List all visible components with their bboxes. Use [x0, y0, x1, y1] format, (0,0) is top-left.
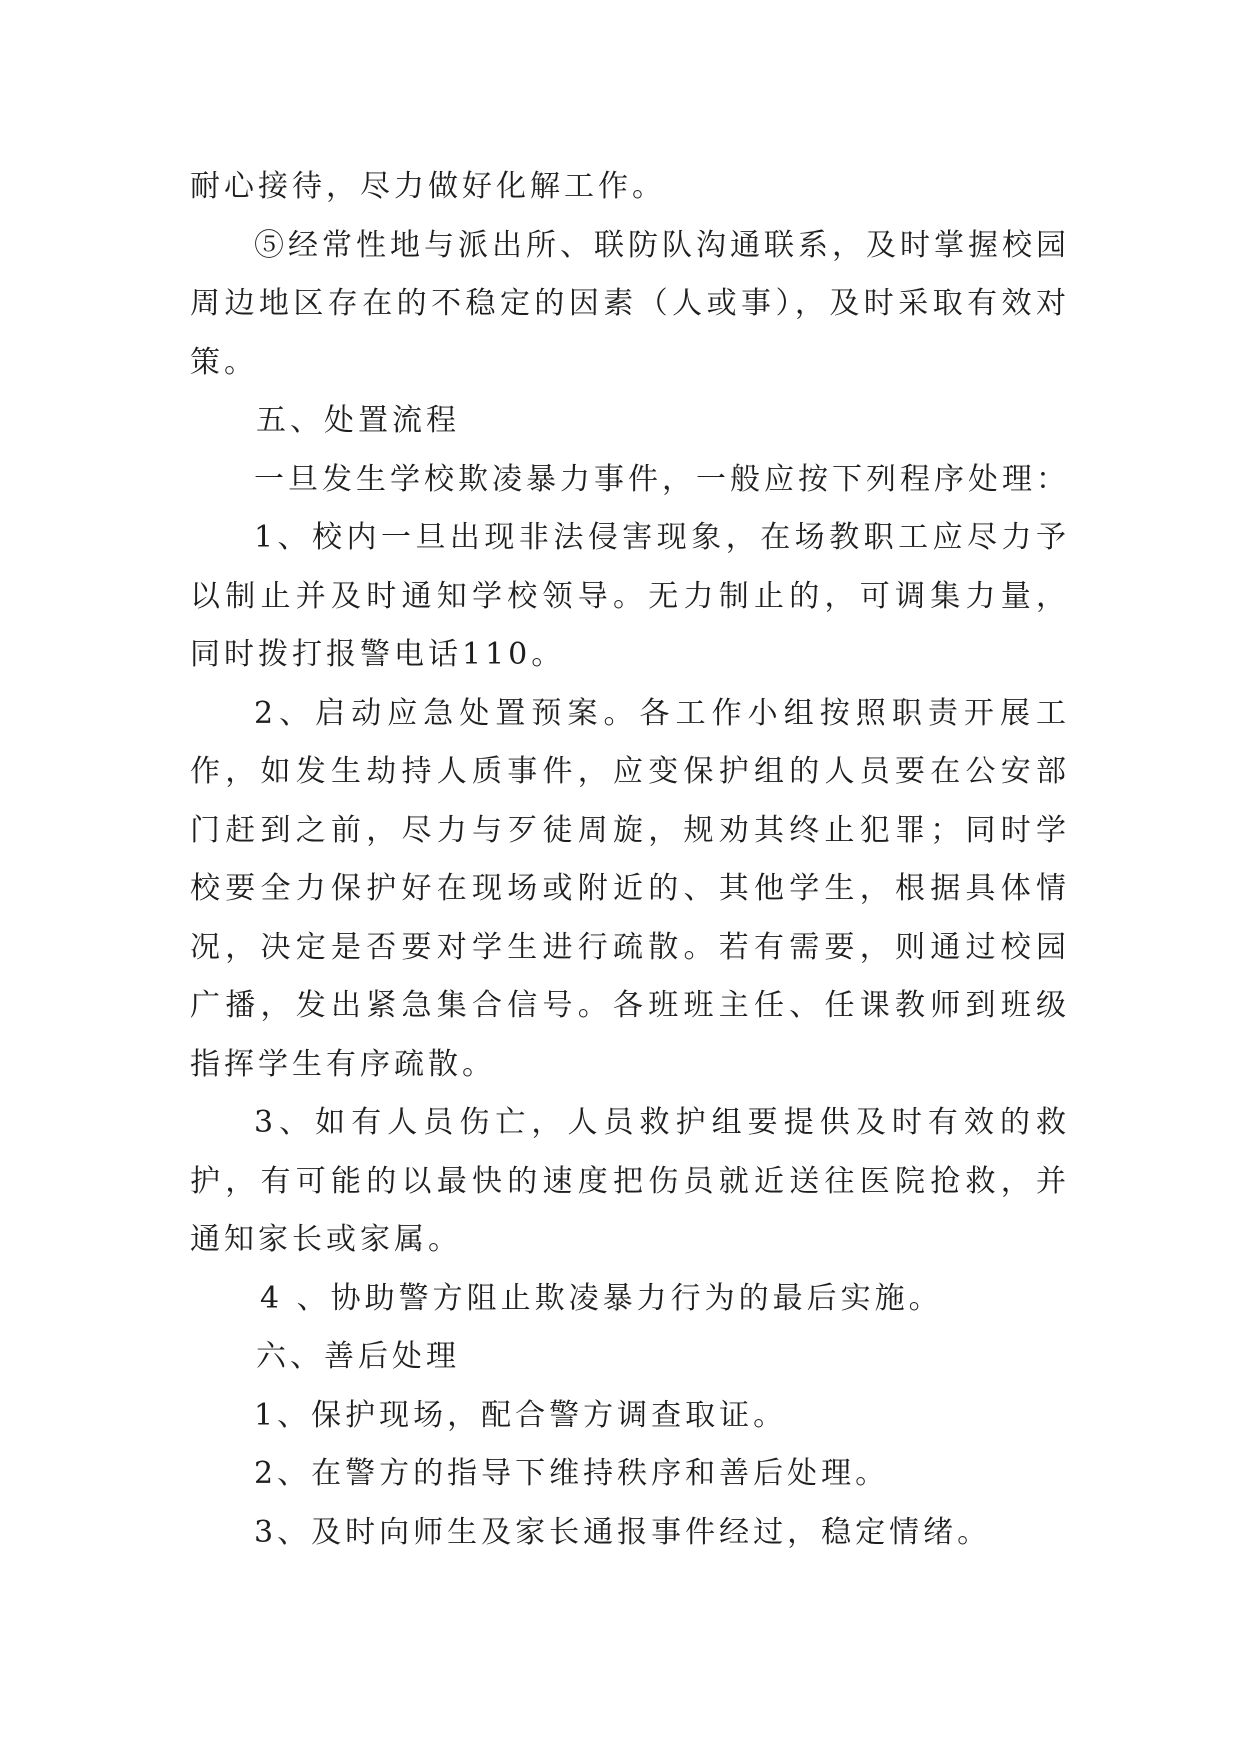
paragraph-aftermath-1: 1、保护现场，配合警方调查取证。 [254, 1397, 788, 1433]
paragraph-step-2: 2、启动应急处置预案。各工作小组按照职责开展工作，如发生劫持人质事件，应变保护组的人员要在公安部门赶到之前，尽力与歹徒周旋，规劝其终止犯罪；同时学校要全力保护好在现场或附近的、其他学生，根据具体情况，决定是否要对学生进行疏散。若有需要，则通过校园广播，发出紧急集合信号。各班班主任、任课教师到班级指挥学生有序疏散。 [190, 695, 1070, 1082]
paragraph-intro-procedure: 一旦发生学校欺凌暴力事件，一般应按下列程序处理： [254, 461, 1070, 497]
paragraph-step-4: 4 、协助警方阻止欺凌暴力行为的最后实施。 [260, 1280, 943, 1316]
paragraph-aftermath-2: 2、在警方的指导下维持秩序和善后处理。 [254, 1456, 890, 1491]
paragraph-aftermath-3: 3、及时向师生及家长通报事件经过，稳定情绪。 [254, 1514, 992, 1550]
paragraph-step-1: 1、校内一旦出现非法侵害现象，在场教职工应尽力予以制止并及时通知学校领导。无力制止的，可调集力量，同时拨打报警电话110。 [190, 520, 1070, 672]
section-heading-aftermath: 六、善后处理 [256, 1339, 460, 1374]
paragraph-item-5: ⑤经常性地与派出所、联防队沟通联系，及时掌握校园周边地区存在的不稳定的因素（人或事），及时采取有效对策。 [190, 227, 1070, 380]
paragraph-step-3: 3、如有人员伤亡，人员救护组要提供及时有效的救护，有可能的以最快的速度把伤员就近送往医院抢救，并通知家长或家属。 [190, 1105, 1070, 1257]
document-body [190, 158, 1070, 1562]
section-heading-disposal-process: 五、处置流程 [256, 403, 460, 438]
paragraph-continuation: 耐心接待，尽力做好化解工作。 [190, 169, 666, 204]
